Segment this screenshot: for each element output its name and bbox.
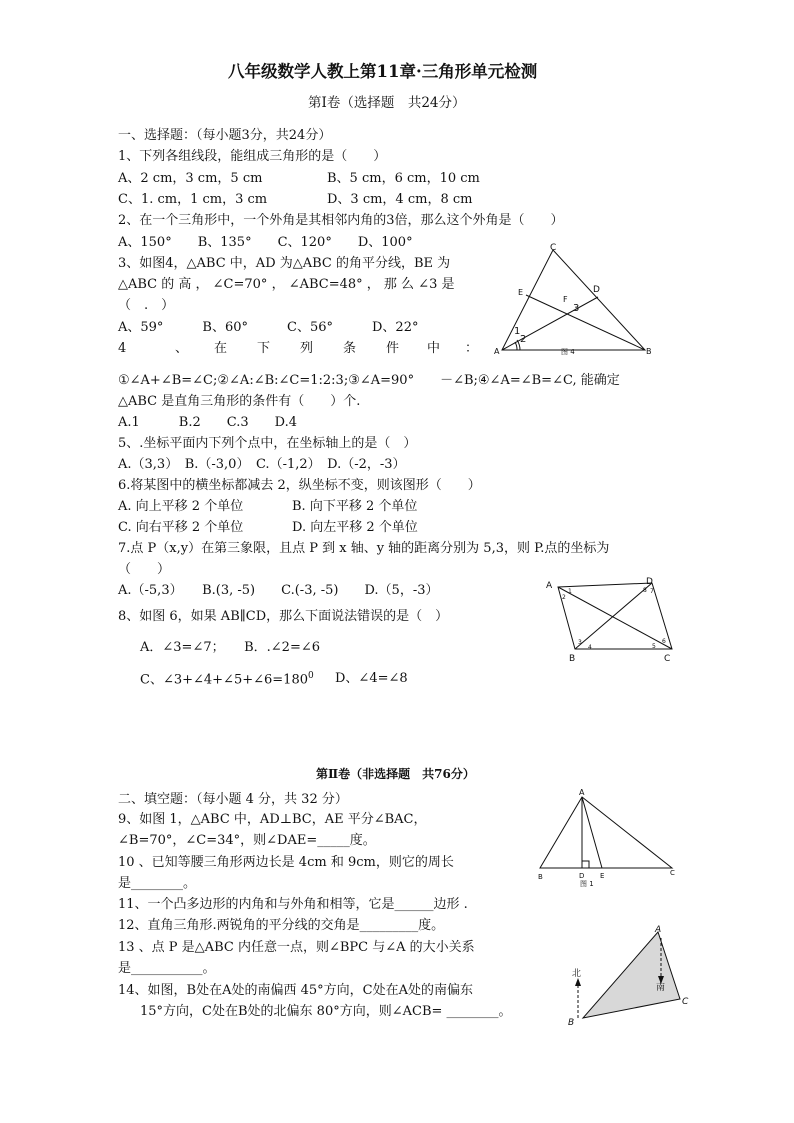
q4-word: ： [465, 341, 479, 356]
q6-stem: 6.将某图中的横坐标都减去 2，纵坐标不变，则该图形（ ） [118, 478, 481, 493]
fig1-label-e: E [600, 872, 605, 880]
fig14-south-label: 南 [656, 983, 666, 993]
fig6-angle-5: 5 [652, 643, 656, 650]
q5-stem: 5、.坐标平面内下列个点中，在坐标轴上的是（ ） [118, 436, 417, 451]
q8-option-d: D、∠4=∠8 [335, 671, 408, 686]
fig6-label-c: C [664, 654, 671, 664]
q9-stem-2: ∠B=70°，∠C=34°，则∠DAE=_____度。 [118, 833, 376, 848]
fig6-angle-8: 8 [643, 587, 647, 594]
fig6-angle-2: 2 [562, 594, 566, 601]
fig6-angle-6: 6 [662, 638, 666, 645]
q4-stem-end: △ABC 是直角三角形的条件有（ ）个. [118, 394, 361, 409]
q9-stem-1: 9、如图 1，△ABC 中，AD⊥BC，AE 平分∠BAC， [118, 812, 427, 827]
q3-blank: （ . ） [118, 298, 175, 313]
fig6-label-b: B [569, 654, 576, 664]
fig1-caption: 图 1 [580, 880, 594, 888]
q12-stem: 12、直角三角形.两锐角的平分线的交角是_________度。 [118, 918, 445, 933]
fig6-label-a: A [546, 581, 553, 591]
figure-6 [540, 575, 690, 665]
q4-word: 、 [175, 341, 189, 356]
q4-word: 件 [386, 341, 400, 356]
section2-heading: 二、填空题：（每小题 4 分，共 32 分） [118, 792, 348, 807]
q14-stem-1: 14、如图，B处在A处的南偏西 45°方向，C处在A处的南偏东 [118, 983, 473, 998]
q7-blank: （ ） [118, 562, 171, 577]
fig1-label-a: A [579, 788, 585, 797]
q4-word: 下 [257, 341, 271, 356]
q14-stem-2: 15°方向，C处在B处的北偏东 80°方向，则∠ACB= ________。 [140, 1004, 512, 1019]
q4-conditions: ①∠A+∠B=∠C;②∠A:∠B:∠C=1:2:3;③∠A=90° －∠B;④∠A=∠B=∠C, 能确定 [118, 373, 620, 388]
fig6-angle-3: 3 [578, 639, 582, 646]
q4-number: 4 [118, 341, 127, 356]
q4-word: 中 [427, 341, 441, 356]
q3-options: A、59° B、60° C、56° D、22° [118, 320, 419, 335]
figure-1 [535, 785, 685, 888]
q6-option-c: C. 向右平移 2 个单位 [118, 520, 244, 535]
fig4-label-d: D [593, 285, 600, 295]
fig14-north-label: 北 [572, 969, 582, 979]
fig4-label-1: 1 [514, 326, 521, 337]
q1-stem: 1、下列各组线段，能组成三角形的是（ ） [118, 149, 387, 164]
fig14-label-c: C [682, 997, 689, 1007]
fig4-label-f: F [563, 295, 568, 304]
fig14-label-a: A [655, 925, 662, 935]
q4-word: 条 [343, 341, 357, 356]
q1-option-b: B、5 cm，6 cm，10 cm [327, 171, 480, 186]
fig6-label-d: D [646, 577, 653, 587]
fig4-label-3: 3 [573, 303, 580, 314]
section1-heading: 一、选择题：（每小题3分，共24分） [118, 128, 332, 143]
figure-14 [565, 920, 700, 1030]
q10-stem-2: 是________。 [118, 876, 197, 891]
q3-stem-1: 3、如图4，△ABC 中，AD 为△ABC 的角平分线，BE 为 [118, 256, 451, 271]
fig4-label-b: B [646, 347, 652, 356]
part1-heading: 第Ⅰ卷（选择题 共24分） [308, 95, 466, 111]
q6-option-a: A. 向上平移 2 个单位 [118, 499, 244, 514]
q1-option-c: C、1. cm，1 cm，3 cm [118, 192, 268, 207]
q4-options: A.1 B.2 C.3 D.4 [118, 415, 297, 430]
fig6-angle-4: 4 [588, 644, 592, 651]
fig1-label-b: B [538, 873, 543, 881]
fig14-label-b: B [568, 1018, 575, 1028]
fig6-angle-1: 1 [568, 588, 572, 595]
fig4-label-2: 2 [520, 334, 527, 345]
fig4-caption: 图 4 [561, 348, 575, 356]
q8-options-ab: A．∠3=∠7； B．.∠2=∠6 [140, 640, 321, 655]
q4-word: 在 [214, 341, 228, 356]
q1-option-d: D、3 cm，4 cm，8 cm [327, 192, 473, 207]
fig1-label-d: D [579, 872, 585, 880]
q2-stem: 2、在一个三角形中，一个外角是其相邻内角的3倍，那么这个外角是（ ） [118, 213, 564, 228]
q6-option-b: B. 向下平移 2 个单位 [292, 499, 418, 514]
q8-option-c: C、$\angle 3+\angle 4+\angle 5+\angle 6=180^0$ [140, 671, 314, 688]
q13-stem-1: 13 、点 P 是△ABC 内任意一点，则∠BPC 与∠A 的大小关系 [118, 940, 475, 955]
q3-stem-2: △ABC 的 高 ， ∠C=70° ， ∠ABC=48° ， 那 么 ∠3 是 [118, 277, 455, 292]
part2-heading: 第Ⅱ卷（非选择题 共76分） [316, 767, 475, 781]
q7-stem: 7.点 P（x,y）在第三象限，且点 P 到 x 轴、y 轴的距离分别为 5,3，则 P.点的坐标为 [118, 541, 610, 556]
q2-options: A、150° B、135° C、120° D、100° [118, 235, 413, 250]
q8-stem: 8、如图 6，如果 AB∥CD，那么下面说法错误的是（ ） [118, 609, 449, 624]
fig1-label-c: C [670, 869, 675, 877]
q13-stem-2: 是___________。 [118, 961, 216, 976]
fig4-label-e: E [518, 288, 524, 297]
q11-stem: 11、一个凸多边形的内角和与外角和相等，它是______边形 . [118, 897, 468, 912]
q7-options: A.（-5,3） B.(3, -5) C.(-3, -5) D.（5，-3） [118, 583, 439, 598]
fig4-label-a: A [494, 347, 500, 356]
q1-option-a: A、2 cm，3 cm，5 cm [118, 171, 263, 186]
fig4-label-c: C [550, 243, 557, 253]
page-title: 八年级数学人教上第11章·三角形单元检测 [228, 62, 538, 81]
q4-word: 列 [300, 341, 314, 356]
q6-option-d: D. 向左平移 2 个单位 [292, 520, 418, 535]
fig6-angle-7: 7 [650, 588, 654, 595]
figure-4 [490, 240, 660, 365]
q10-stem-1: 10 、已知等腰三角形两边长是 4cm 和 9cm，则它的周长 [118, 855, 454, 870]
q5-options: A.（3,3） B.（-3,0） C.（-1,2） D.（-2，-3） [118, 457, 406, 472]
